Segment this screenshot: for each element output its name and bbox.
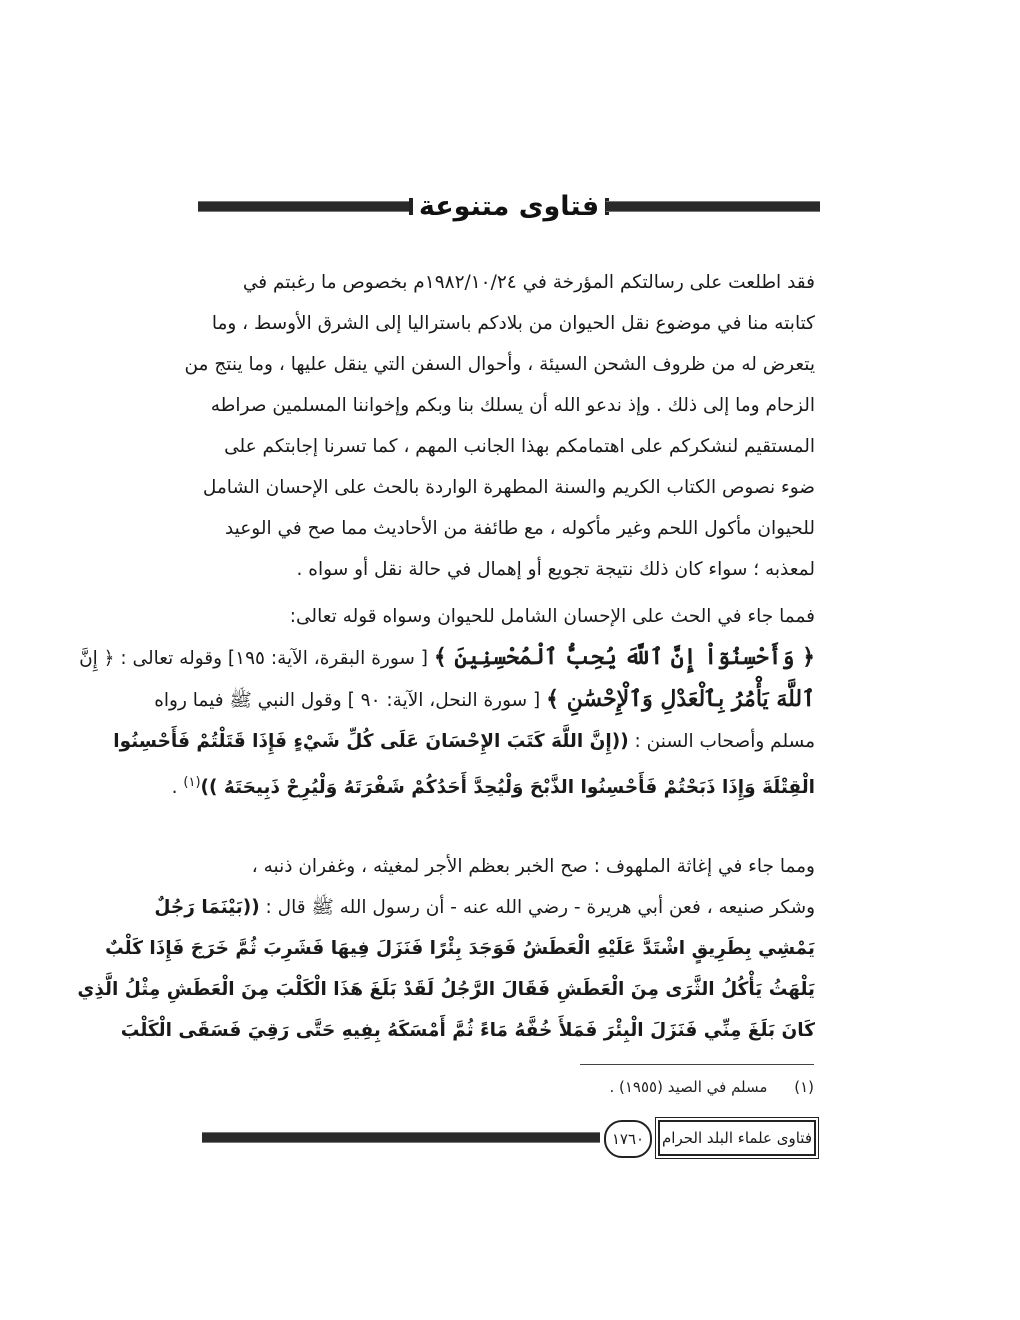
chapter-title: فتاوى متنوعة	[418, 190, 600, 222]
header-rule-left	[198, 201, 412, 212]
header-title-wrap	[416, 184, 602, 228]
text-line: يَلْهَثُ يَأْكُلُ الثَّرَى مِنَ الْعَطَشِ فَقَالَ الرَّجُلُ لَقَدْ بَلَغَ هَذَا الْكَلْبَ مِنَ الْعَطَشِ مِثْلُ الَّذِي	[77, 979, 815, 1000]
verse-reference: [ سورة البقرة، الآية: ١٩٥] وقوله تعالى : ﴿ إِنَّ	[79, 648, 428, 669]
text-line: كتابته منا في موضوع نقل الحيوان من بلادكم باستراليا إلى الشرق الأوسط ، وما	[211, 313, 815, 334]
paragraph-helping-distressed	[77, 846, 815, 1051]
page-footer	[202, 1118, 818, 1158]
text-line	[113, 721, 815, 762]
text-line	[154, 679, 815, 721]
hadith-text: ((بَيْنَمَا رَجُلٌ	[154, 897, 260, 918]
hadith-intro: مسلم وأصحاب السنن :	[628, 731, 815, 752]
footnote	[609, 1078, 814, 1096]
text-line	[154, 887, 815, 928]
text-line: الزحام وما إلى ذلك . وإذ ندعو الله أن يسلك بنا وبكم وإخواننا المسلمين صراطه	[210, 395, 815, 416]
book-title: فتاوى علماء البلد الحرام	[658, 1120, 816, 1156]
hadith-text: ((إِنَّ اللَّهَ كَتَبَ الإِحْسَانَ عَلَى كُلِّ شَيْءٍ فَإِذَا قَتَلْتُمْ فَأَحْسِنُوا	[113, 731, 629, 752]
text-line: الْقِتْلَةَ وَإِذَا ذَبَحْتُمْ فَأَحْسِنُوا الذَّبْحَ وَلْيُحِدَّ أَحَدُكُمْ شَفْرَتَهُ وَلْيُرِحْ ذَبِيحَتَهُ ))$^{(١)}$ .	[171, 775, 815, 799]
header-rule-right	[606, 201, 820, 212]
text-line: لمعذبه ؛ سواء كان ذلك نتيجة تجويع أو إهمال في حالة نقل أو سواه .	[296, 559, 815, 580]
page-header	[198, 184, 820, 228]
paragraph-intro	[184, 262, 815, 590]
quran-verse: ٱللَّهَ يَأْمُرُ بِٱلْعَدْلِ وَٱلْإِحْسَٰنِ ﴾	[546, 686, 815, 712]
text-line: فمما جاء في الحث على الإحسان الشامل للحيوان وسواه قوله تعالى:	[289, 606, 815, 627]
square-ornament-icon	[409, 198, 413, 215]
text-line: كَانَ بَلَغَ مِنِّي فَنَزَلَ الْبِئْرَ فَمَلأَ خُفَّهُ مَاءً ثُمَّ أَمْسَكَهُ بِفِيهِ حَتَّى رَقِيَ فَسَقَى الْكَلْبَ	[120, 1020, 815, 1041]
text-line: يتعرض له من ظروف الشحن السيئة ، وأحوال السفن التي ينقل عليها ، وما ينتج من	[184, 354, 815, 375]
text-line: ضوء نصوص الكتاب الكريم والسنة المطهرة الواردة بالحث على الإحسان الشامل	[202, 477, 815, 498]
hadith-text: الْقِتْلَةَ وَإِذَا ذَبَحْتُمْ فَأَحْسِنُوا الذَّبْحَ وَلْيُحِدَّ أَحَدُكُمْ شَفْرَتَهُ وَلْيُرِحْ ذَبِيحَتَهُ ))	[200, 777, 815, 799]
text-line: يَمْشِي بِطَرِيقٍ اشْتَدَّ عَلَيْهِ الْعَطَشُ فَوَجَدَ بِئْرًا فَنَزَلَ فِيهَا فَشَرِبَ ثُمَّ خَرَجَ فَإِذَا كَلْبٌ	[105, 938, 815, 959]
paragraph-quran-evidence	[79, 596, 815, 808]
text-line: ومما جاء في إغاثة الملهوف : صح الخبر بعظم الأجر لمغيثه ، وغفران ذنبه ،	[251, 856, 815, 877]
text-line: فقد اطلعت على رسالتكم المؤرخة في ١٩٨٢/١٠/٢٤م بخصوص ما رغبتم في	[242, 272, 815, 293]
footnote-reference: (١)	[183, 775, 201, 790]
page-number: ١٧٦٠	[604, 1120, 652, 1158]
footnote-divider	[580, 1064, 814, 1065]
text-line: للحيوان مأكول اللحم وغير مأكوله ، مع طائفة من الأحاديث مما صح في الوعيد	[224, 518, 815, 539]
verse-reference: [ سورة النحل، الآية: ٩٠ ] وقول النبي ﷺ فيما رواه	[154, 690, 541, 711]
narration-intro: وشكر صنيعه ، فعن أبي هريرة - رضي الله عنه - أن رسول الله ﷺ قال :	[259, 897, 815, 918]
text-line: المستقيم لنشكركم على اهتمامكم بهذا الجانب المهم ، كما تسرنا إجابتكم على	[224, 436, 815, 457]
footer-rule	[202, 1132, 600, 1143]
text-line	[79, 637, 815, 679]
footnote-text: مسلم في الصيد (١٩٥٥) .	[609, 1078, 768, 1096]
footnote-number: (١)	[794, 1078, 814, 1096]
quran-verse: ﴿ وَأَحْسِنُوٓاْ إِنَّ ٱللَّهَ يُحِبُّ ٱلْمُحْسِنِينَ ﴾	[433, 644, 815, 670]
